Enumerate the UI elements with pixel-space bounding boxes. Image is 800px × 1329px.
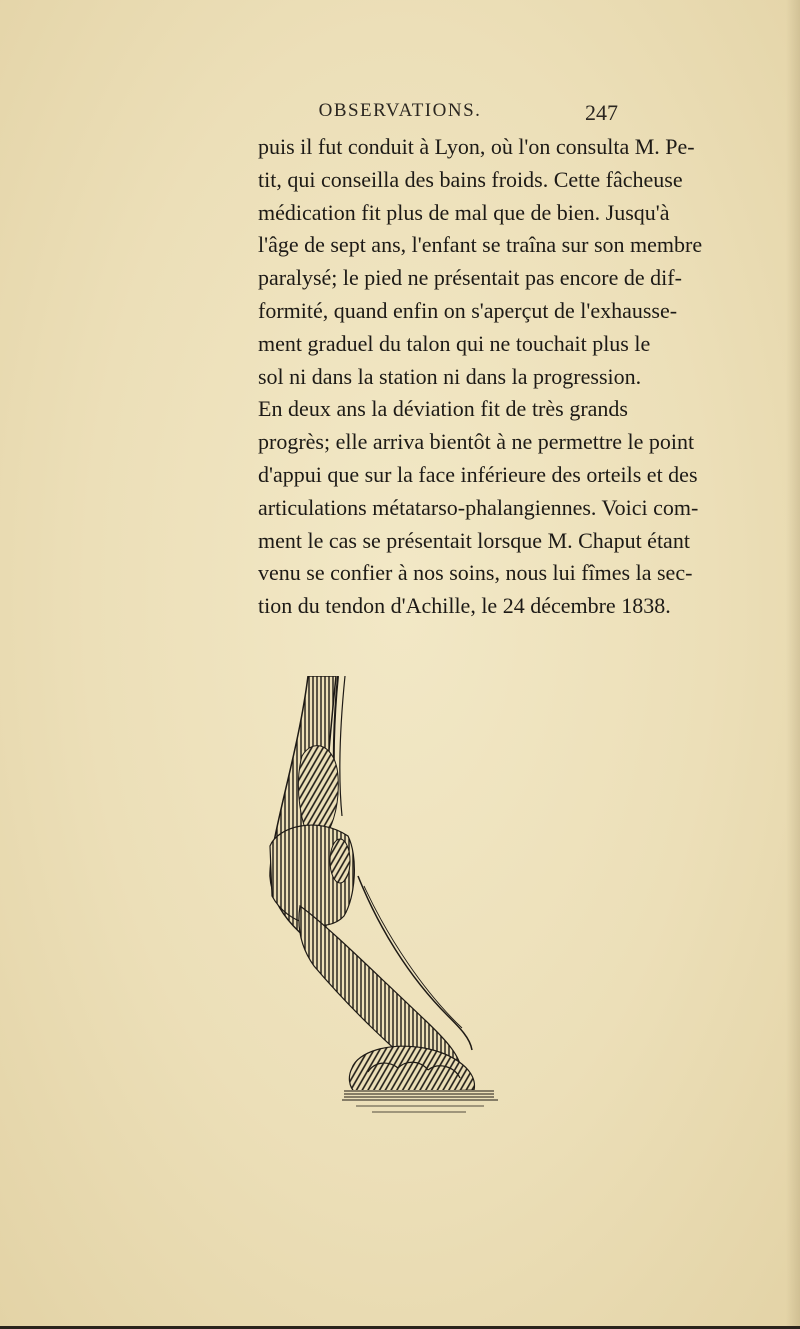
text-line: articulations métatarso-phalangiennes. Voici com- xyxy=(258,494,699,520)
foot-engraving-figure xyxy=(248,676,528,1176)
text-line: d'appui que sur la face inférieure des orteils et des xyxy=(258,461,698,487)
body-text xyxy=(258,131,703,623)
text-line: formité, quand enfin on s'aperçut de l'exhausse- xyxy=(258,297,678,323)
text-line: En deux ans la déviation fit de très grands xyxy=(258,396,628,422)
running-head xyxy=(0,100,800,126)
page-edge-shadow xyxy=(786,0,800,1329)
text-line: médication fit plus de mal que de bien. Jusqu'à xyxy=(258,199,670,225)
malleolus xyxy=(330,839,350,883)
leg-contour xyxy=(340,676,345,816)
text-line: ment le cas se présentait lorsque M. Chaput étant xyxy=(258,527,690,553)
text-line: venu se confier à nos soins, nous lui fîmes la sec- xyxy=(258,560,693,586)
foot-engraving xyxy=(248,676,528,1176)
text-line: ment graduel du talon qui ne touchait plus le xyxy=(258,330,651,356)
text-line: paralysé; le pied ne présentait pas encore de dif- xyxy=(258,265,682,291)
text-line: tion du tendon d'Achille, le 24 décembre 1838. xyxy=(258,593,671,619)
text-line: sol ni dans la station ni dans la progression. xyxy=(258,363,642,389)
page-number: 247 xyxy=(585,100,618,125)
text-line: tit, qui conseilla des bains froids. Cette fâcheuse xyxy=(258,166,683,192)
text-line: l'âge de sept ans, l'enfant se traîna sur son membre xyxy=(258,232,703,258)
toes xyxy=(349,1046,474,1094)
running-title: OBSERVATIONS. xyxy=(318,100,482,121)
text-line: progrès; elle arriva bientôt à ne permettre le point xyxy=(258,429,695,455)
ground-hatching xyxy=(344,1090,494,1098)
text-line: puis il fut conduit à Lyon, où l'on consulta M. Pe- xyxy=(258,134,695,159)
